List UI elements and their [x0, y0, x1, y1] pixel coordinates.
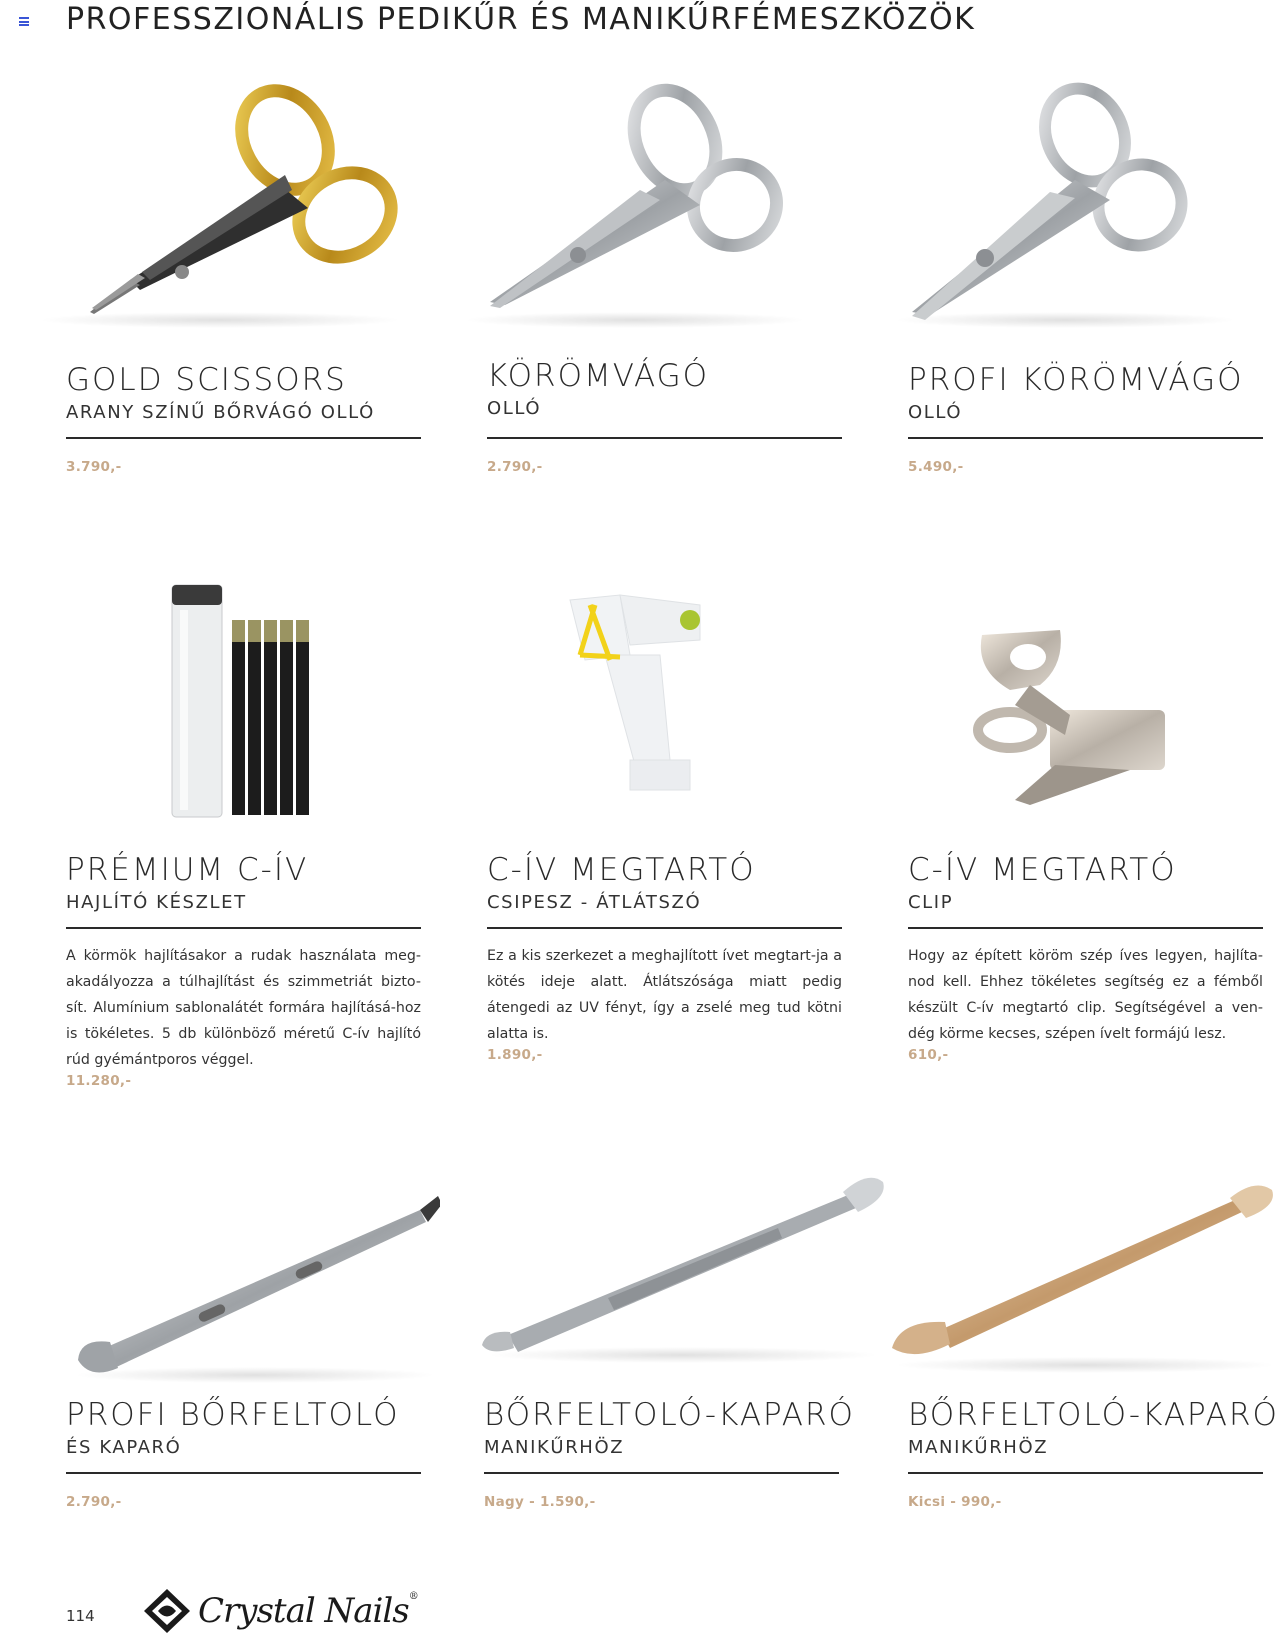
product-subtitle: ÉS KAPARÓ	[66, 1437, 182, 1458]
divider	[66, 1472, 421, 1474]
product-name: PRÉMIUM C-ÍV	[66, 852, 309, 888]
page-title: PROFESSZIONÁLIS PEDIKŰR ÉS MANIKŰRFÉMESZKÖZÖK	[66, 2, 976, 37]
product-card	[66, 1396, 421, 1510]
product-description: Ez a kis szerkezet a meghajlított ívet megtart-ja a kötés ideje alatt. Átlátszósága miatt pedig átengedi az UV fényt, így a zselé meg tud kötni alatta is.	[487, 948, 842, 1042]
product-name: GOLD SCISSORS	[66, 362, 347, 398]
product-subtitle: MANIKŰRHÖZ	[484, 1437, 625, 1458]
product-price: 2.790,-	[66, 1494, 122, 1510]
product-card	[66, 851, 421, 1089]
c-iv-clip-image	[970, 625, 1200, 810]
product-price: 5.490,-	[908, 459, 964, 475]
brand-logo	[140, 1586, 418, 1636]
product-card	[908, 1396, 1279, 1510]
product-subtitle: HAJLÍTÓ KÉSZLET	[66, 892, 247, 913]
product-price: 3.790,-	[66, 459, 122, 475]
product-price: 1.890,-	[487, 1047, 543, 1063]
product-price: Nagy - 1.590,-	[484, 1494, 596, 1510]
product-card	[487, 357, 842, 475]
menu-icon[interactable]	[19, 17, 29, 26]
kicsi-cuticle-pusher-image	[890, 1180, 1280, 1380]
product-card	[908, 851, 1263, 1063]
product-subtitle: MANIKŰRHÖZ	[908, 1437, 1049, 1458]
product-subtitle: CLIP	[908, 892, 954, 913]
product-description: A körmök hajlításakor a rudak használata meg-akadályozza a túlhajlítást és szimmetriát bizto-sít. Alumínium sablonalátét formára hajlításá-hoz is tökéletes. 5 db különböző méretű C-ív hajlító rúd gyémántporos véggel.	[66, 948, 421, 1068]
product-description: Hogy az épített köröm szép íves legyen, hajlíta-nod kell. Ehhez tökéletes segítség ez a fémből készült C-ív megtartó clip. Segítségével a ven-dég körme kecses, szépen ívelt formájú lesz.	[908, 948, 1263, 1042]
product-subtitle: OLLÓ	[908, 402, 963, 423]
divider	[487, 437, 842, 439]
product-name: KÖRÖMVÁGÓ	[487, 358, 710, 394]
product-subtitle: OLLÓ	[487, 398, 542, 419]
divider	[66, 437, 421, 439]
product-price: 11.280,-	[66, 1073, 132, 1089]
divider	[487, 927, 842, 929]
product-name: BŐRFELTOLÓ-KAPARÓ	[484, 1397, 855, 1433]
product-name: C-ÍV MEGTARTÓ	[908, 852, 1177, 888]
divider	[484, 1472, 839, 1474]
korom-vago-scissors-image	[460, 80, 810, 340]
product-subtitle: CSIPESZ - ÁTLÁTSZÓ	[487, 892, 702, 913]
divider	[908, 927, 1263, 929]
divider	[66, 927, 421, 929]
profi-korom-vago-scissors-image	[890, 80, 1240, 340]
product-name: PROFI KÖRÖMVÁGÓ	[908, 362, 1244, 398]
brand-name: Crystal Nails®	[198, 1591, 418, 1631]
product-card	[908, 361, 1263, 475]
product-name: PROFI BŐRFELTOLÓ	[66, 1397, 400, 1433]
profi-cuticle-pusher-image	[70, 1190, 440, 1390]
product-price: Kicsi - 990,-	[908, 1494, 1002, 1510]
product-price: 610,-	[908, 1047, 949, 1063]
product-subtitle: ARANY SZÍNŰ BŐRVÁGÓ OLLÓ	[66, 402, 375, 423]
c-iv-tweezers-image	[560, 585, 730, 815]
divider	[908, 1472, 1263, 1474]
product-name: BŐRFELTOLÓ-KAPARÓ	[908, 1397, 1279, 1433]
gold-scissors-image	[30, 80, 410, 340]
product-price: 2.790,-	[487, 459, 543, 475]
divider	[908, 437, 1263, 439]
c-iv-bending-kit-image	[160, 580, 310, 825]
product-name: C-ÍV MEGTARTÓ	[487, 852, 756, 888]
page-number: 114	[66, 1607, 95, 1625]
product-card	[487, 851, 842, 1063]
product-card	[66, 361, 421, 475]
product-card	[484, 1396, 855, 1510]
brand-mark-icon	[140, 1586, 194, 1636]
nagy-cuticle-pusher-image	[478, 1170, 888, 1370]
